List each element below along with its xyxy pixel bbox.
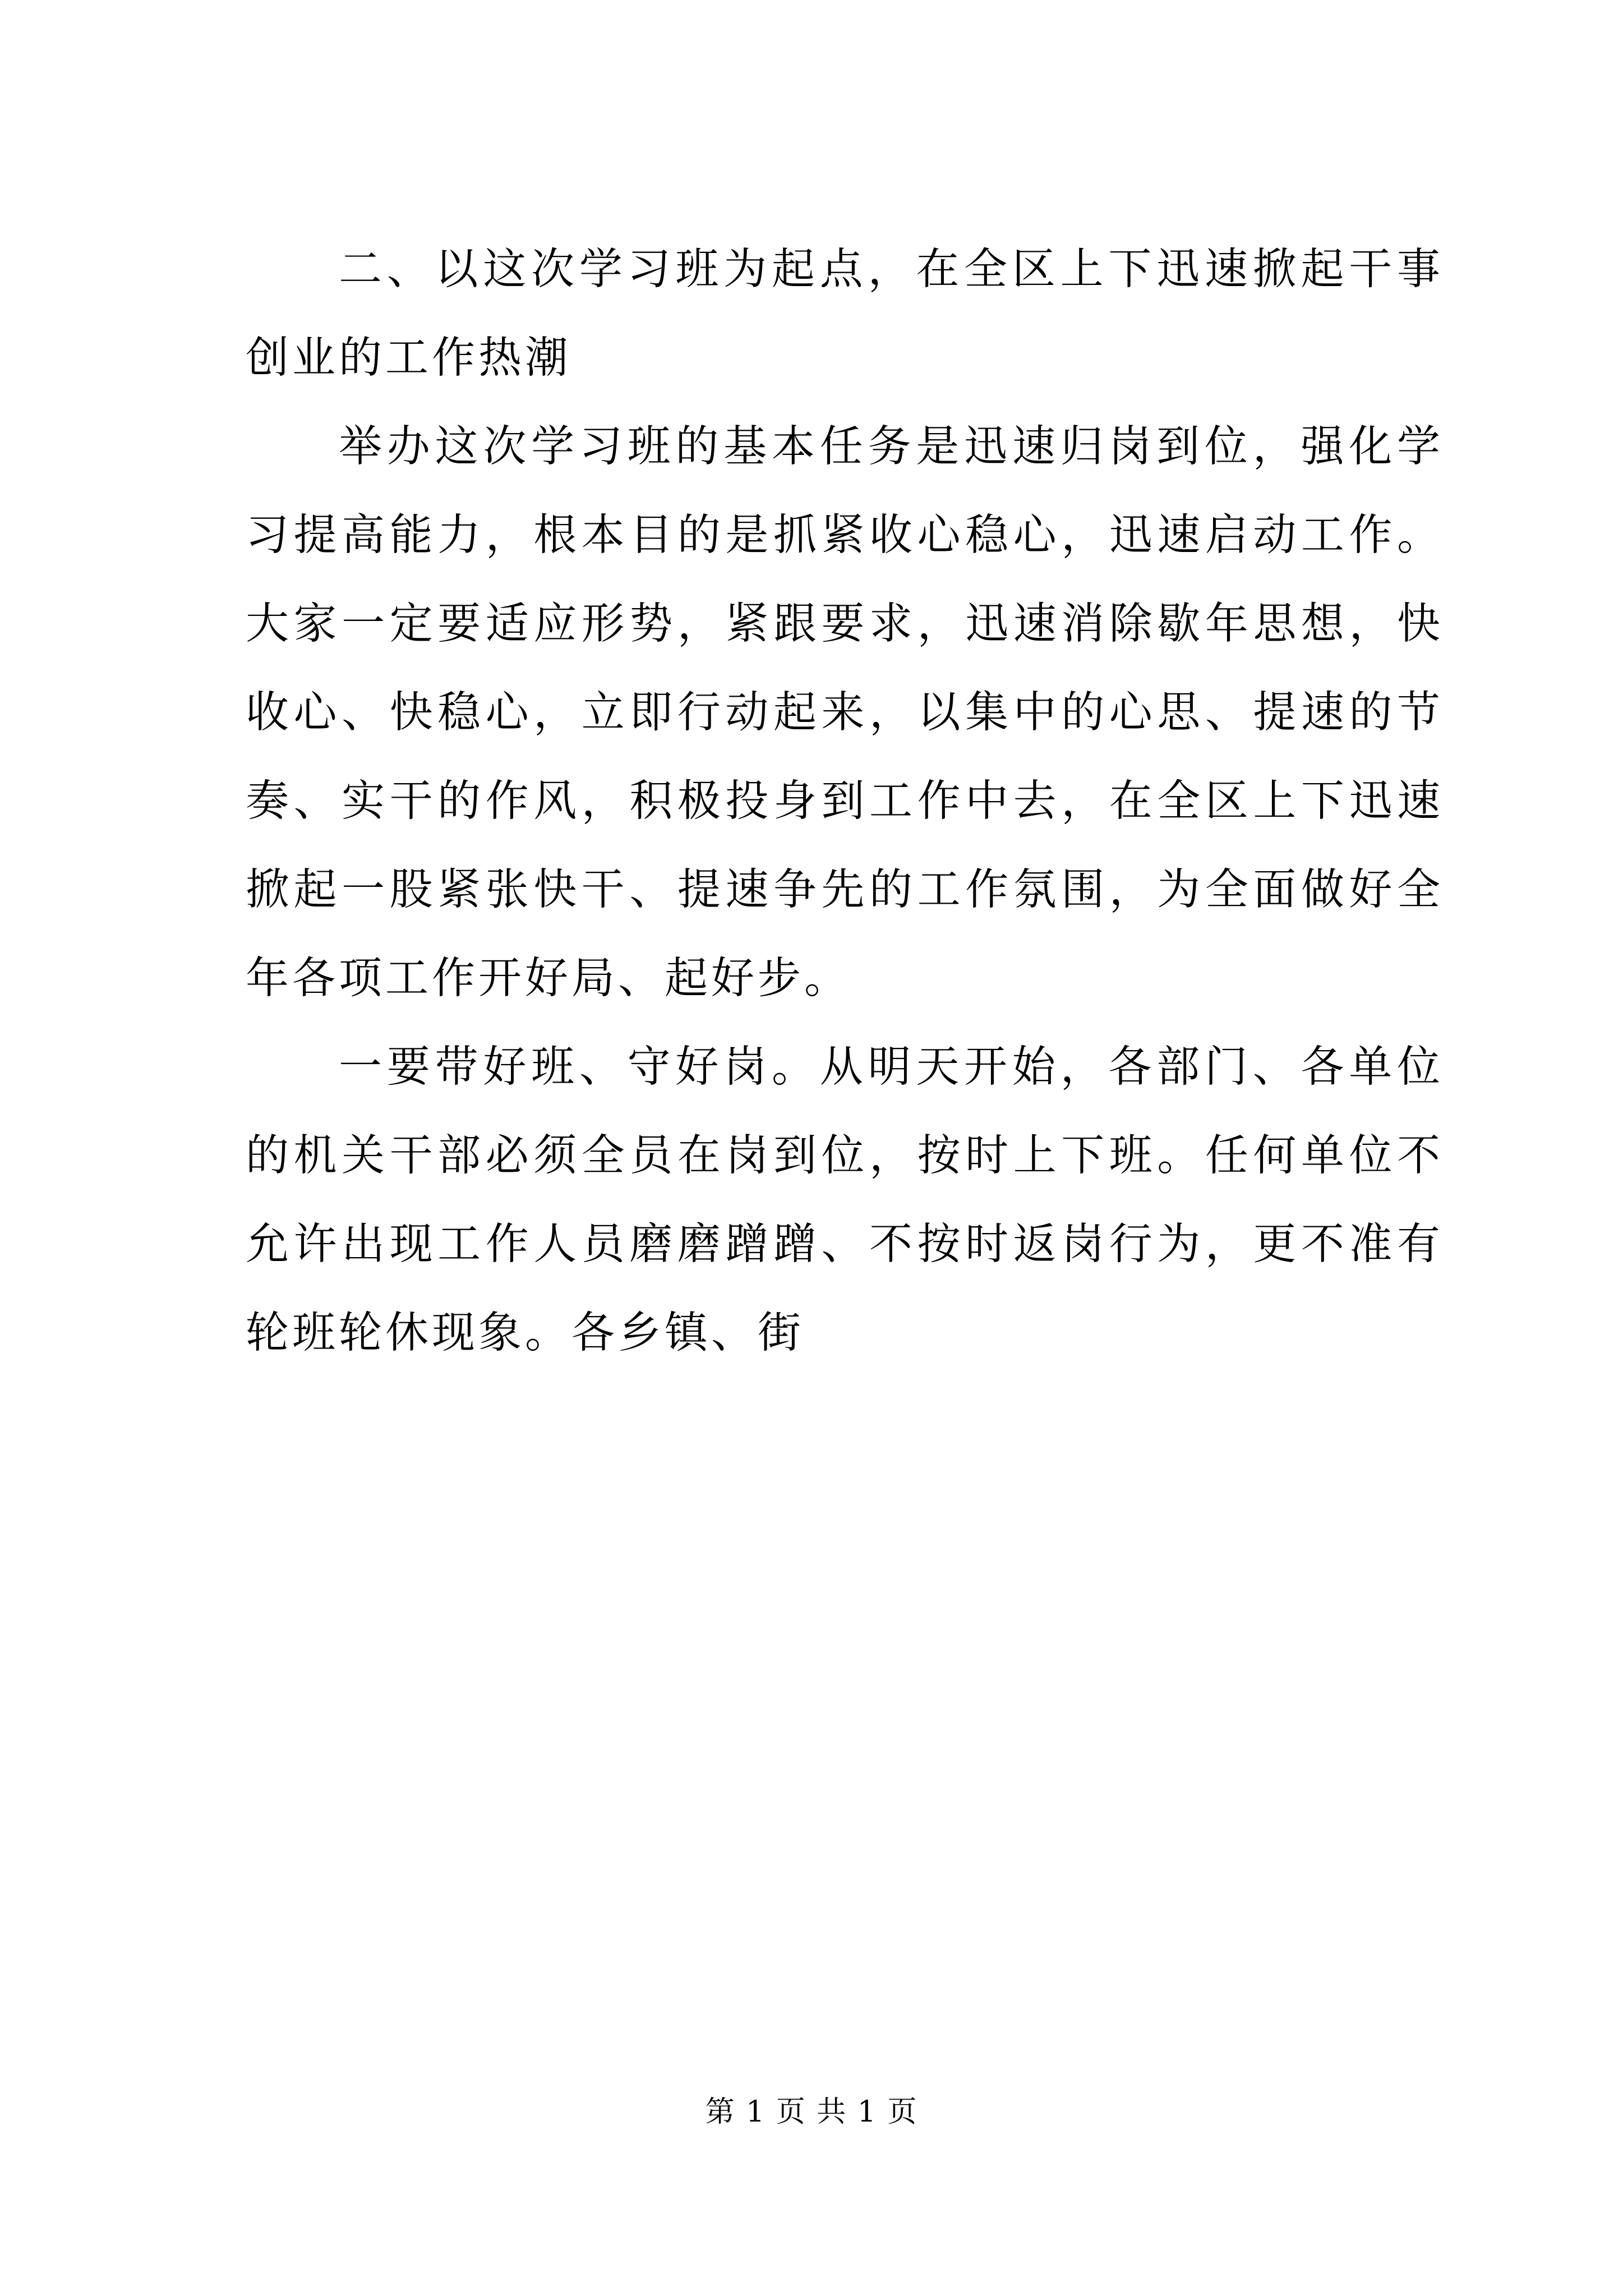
page-footer: 第 1 页 共 1 页 — [705, 2095, 918, 2129]
body-paragraph: 一要带好班、守好岗。从明天开始，各部门、各单位的机关干部必须全员在岗到位，按时上下班。任何单位不允许出现工作人员磨磨蹭蹭、不按时返岗行为，更不准有轮班轮休现象。各乡镇、街 — [246, 1042, 1444, 1358]
section-heading-paragraph: 二、以这次学习班为起点，在全区上下迅速掀起干事创业的工作热潮 — [246, 245, 1444, 383]
document-body — [246, 226, 1444, 1378]
body-paragraph: 举办这次学习班的基本任务是迅速归岗到位，强化学习提高能力，根本目的是抓紧收心稳心，迅速启动工作。大家一定要适应形势，紧跟要求，迅速消除歇年思想，快收心、快稳心，立即行动起来，以集中的心思、提速的节奏、实干的作风，积极投身到工作中去，在全区上下迅速掀起一股紧张快干、提速争先的工作氛围，为全面做好全年各项工作开好局、起好步。 — [246, 422, 1444, 1004]
